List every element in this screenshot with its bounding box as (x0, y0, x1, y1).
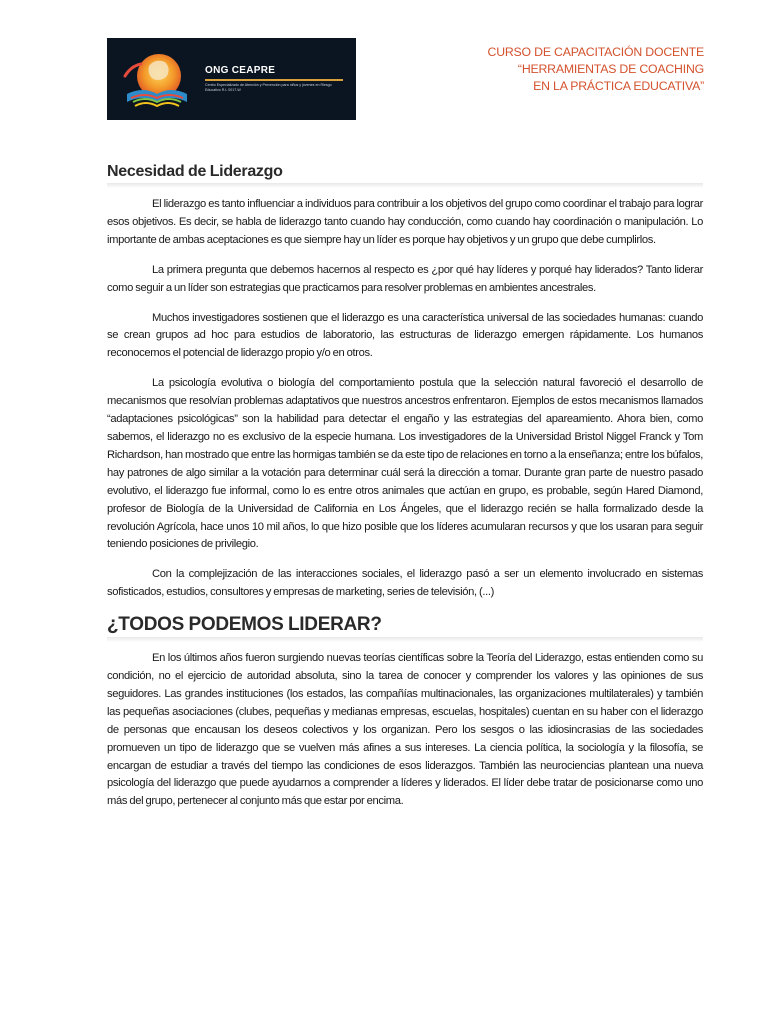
logo-divider (205, 79, 343, 81)
paragraph: Con la complejización de las interacciones sociales, el liderazgo pasó a ser un elemento involucrado en sistemas sofisticados, estudios, consultores y empresas de marketing, series de televisión, (...) (107, 568, 703, 599)
course-header-line-3: EN LA PRÁCTICA EDUCATIVA” (533, 79, 704, 93)
logo-subtitle: Centro Especializado de Atención y Prevención para niños y jóvenes en Riesgo Educativo R.L 0017-W (205, 83, 332, 92)
paragraph: El liderazgo es tanto influenciar a individuos para contribuir a los objetivos del grupo como coordinar el trabajo para lograr esos objetivos. Es decir, se habla de liderazgo tanto cuando hay conducción, como cuando hay coordinación o manipulación. Lo importante de ambas aceptaciones es que siempre hay un líder es porque hay objetivos y un grupo que debe cumplirlos. (107, 198, 703, 246)
paragraph: La psicología evolutiva o biología del comportamiento postula que la selección natural favoreció el desarrollo de mecanismos que resolvían problemas adaptativos que nuestros ancestros enfrentaron. Ejemplos de estos mecanismos llamados “adaptaciones psicológicas” son la habilidad para detectar el engaño y las estrategias del apareamiento. Ahora bien, como sabemos, el liderazgo no es exclusivo de la especie humana. Los investigadores de la Universidad Bristol Niggel Franck y Tom Richardson, han mostrado que entre las hormigas también se da este tipo de relaciones en torno a la enseñanza; entre los búfalos, hay patrones de algo similar a la votación para determinar cuál será la dirección a tomar. Durante gran parte de nuestro pasado evolutivo, el liderazgo fue informal, como lo es entre otros animales que actúan en grupo, es probable, según Hared Diamond, profesor de Biología de la Universidad de California en Los Ángeles, que el liderazgo recién se halla formalizado desde la revolución Agrícola, hace unos 10 mil años, lo que hizo posible que los líderes acumularan recursos y que los usaran para seguir teniendo posiciones de privilegio. (107, 377, 703, 551)
paragraph: En los últimos años fueron surgiendo nuevas teorías científicas sobre la Teoría del Liderazgo, estas entienden como su condición, no el ejercicio de autoridad absoluta, sino la tarea de conocer y comprender los valores y las opiniones de sus seguidores. Las grandes instituciones (los estados, las compañías multinacionales, las organizaciones multilaterales) y también las pequeñas asociaciones (clubes, pequeñas y medianas empresas, escuelas, hospitales) cuentan en su haber con el liderazgo de personas que encausan los deseos colectivos y los organizan. Pero los sesgos o las idiosincrasias de las sociedades promueven un tipo de liderazgo que se vuelven más afines a sus intereses. La ciencia política, la sociología y la filosofía, se encargan de estudiar a través del tiempo las condiciones de esos liderazgos. También las neurociencias plantean una nueva psicología del liderazgo que puede ayudarnos a comprender a líderes y liderados. El líder debe tratar de posicionarse como uno más del grupo, pertenecer al conjunto más que estar por encima. (107, 652, 703, 808)
section-heading-todos-podemos-liderar: ¿TODOS PODEMOS LIDERAR? (107, 614, 703, 636)
course-header-line-1: CURSO DE CAPACITACIÓN DOCENTE (487, 45, 704, 59)
logo-text (205, 65, 345, 92)
logo-name: ONG CEAPRE (205, 65, 276, 76)
document-body (107, 160, 703, 823)
section-heading-necesidad: Necesidad de Liderazgo (107, 162, 703, 182)
course-header-line-2: “HERRAMIENTAS DE COACHING (517, 62, 704, 76)
paragraph: Muchos investigadores sostienen que el liderazgo es una característica universal de las sociedades humanas: cuando se crean grupos ad hoc para estudios de laboratorio, las estructuras de liderazgo emergen rápidamente. Los humanos reconocemos el potencial de liderazgo propio y/o en otros. (107, 311, 703, 360)
paragraph: La primera pregunta que debemos hacernos al respecto es ¿por qué hay líderes y porqué hay liderados? Tanto liderar como seguir a un líder son estrategias que practicamos para resolver problemas en ambientes ancestrales. (107, 263, 703, 294)
course-header (488, 44, 704, 95)
ong-ceapre-logo (107, 38, 356, 120)
ceapre-emblem-icon (121, 46, 193, 112)
